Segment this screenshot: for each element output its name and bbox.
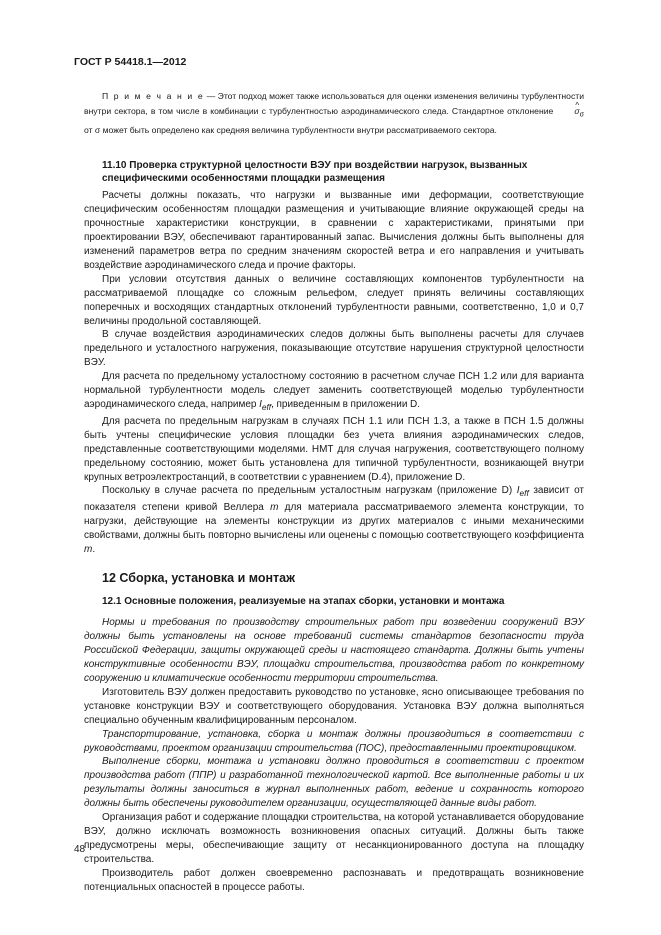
- symbol-i-eff-2: I: [516, 485, 520, 497]
- paragraph-12-1-3: Транспортирование, установка, сборка и монтаж должны производиться в соответствии с руководствами, проектом организации строительства (ПОС), предоставленными проектировщиком.: [84, 728, 584, 754]
- paragraph-12-1-1: Нормы и требования по производству строительных работ при возведении сооружений ВЭУ должны быть установлены на основе требований системы стандартов безопасности труда Российской Федерации, защиты окружающей среды и настоящего стандарта. Должны быть учтены конструктивные особенности ВЭУ, площадки строительства, производства работ по конкретному сооружению и климатические особенности территории строительства.: [84, 617, 584, 685]
- note-text-2: от σ может быть определено как средняя величина турбулентности внутри рассматриваемого сектора.: [84, 125, 497, 136]
- page-content: [84, 89, 584, 895]
- page-number: 48: [74, 844, 86, 855]
- symbol-m: m: [270, 502, 279, 514]
- paragraph-11-10-6-text-a: Поскольку в случае расчета по предельным усталостным нагрузкам (приложение D): [102, 485, 517, 497]
- paragraph-11-10-1: Расчеты должны показать, что нагрузки и вызванные ими деформации, соответствующие специфическим особенностям площадки размещения и учитывающие влияние окружающей среды на прочностные характеристики конструкции, в сравнении с характеристиками, принятыми при проектировании ВЭУ, обеспечивают гарантированный запас. Вычисления должны быть выполнены для изменений параметров ветра по средним значениям скоростей ветра и его направления и учитывать воздействие аэродинамического следа и прочие факторы.: [84, 190, 584, 271]
- note-label: П р и м е ч а н и е: [102, 91, 205, 101]
- symbol-i-eff: I: [259, 399, 262, 411]
- paragraph-11-10-6-text-b: зависит от показателя степени кривой Веллера: [84, 485, 584, 514]
- paragraph-11-10-6-text-d: .: [92, 544, 96, 556]
- section-12-heading: 12 Сборка, установка и монтаж: [102, 570, 295, 585]
- paragraph-11-10-4: [84, 370, 584, 415]
- paragraph-11-10-6: [84, 484, 584, 557]
- paragraph-12-1-2: Изготовитель ВЭУ должен предоставить руководство по установке, ясно описывающее требования по установке конструкции ВЭУ и соответствующего оборудования. Установка ВЭУ должна выполняться специально обученным квалифицированным персоналом.: [84, 686, 584, 726]
- symbol-m-2: m: [84, 544, 93, 556]
- subscript-eff: eff: [261, 402, 272, 413]
- subscript-eff-2: eff: [519, 488, 529, 499]
- paragraph-12-1-6: Производитель работ должен своевременно распознавать и предотвращать возникновение потенциальных опасностей в процессе работы.: [84, 867, 584, 893]
- paragraph-11-10-3: В случае воздействия аэродинамических следов должны быть выполнены расчеты для случаев предельного и усталостного нагружения, показывающие отсутствие нарушения структурной целостности ВЭУ.: [84, 329, 584, 369]
- paragraph-11-10-2: При условии отсутствия данных о величине составляющих компонентов турбулентности на рассматриваемой площадке со сложным рельефом, следует принять величины составляющих поперечных и восходящих стандартных отклонений турбулентности равными, соответственно, 1,0 и 0,7 величины продольной составляющей.: [84, 273, 584, 327]
- note-paragraph: [84, 89, 584, 139]
- paragraph-11-10-4-text-b: , приведенным в приложении D.: [271, 399, 421, 411]
- section-12-1-heading: 12.1 Основные положения, реализуемые на этапах сборки, установки и монтажа: [102, 595, 505, 607]
- paragraph-11-10-4-text-a: Для расчета по предельному усталостному состоянию в расчетном случае ПСН 1.2 или для варианта нормальной турбулентности модель следует заменить соответствующей моделью турбулентности аэродинамического следа, например: [84, 371, 584, 411]
- paragraph-12-1-5: Организация работ и содержание площадки строительства, на которой устанавливается оборудование ВЭУ, должно исключать возможность возникновения опасных ситуаций. Должны быть также предусмотрены меры, обеспечивающие защиту от несанкционированного доступа на площадку строительства.: [84, 812, 584, 865]
- sigma-hat-symbol: ^ σ: [556, 104, 579, 119]
- paragraph-11-10-6-text-c: для материала рассматриваемого элемента конструкции, то нагрузки, действующие на элементы конструкции из других материалов с иными механическими свойствами, должны быть повторно вычислены или оценены с помощью соответствующего коэффициента: [84, 502, 584, 542]
- paragraph-11-10-5: Для расчета по предельным нагрузкам в случаях ПСН 1.1 или ПСН 1.3, а также в ПСН 1.5 должны быть учтены специфические условия площадки без учета влияния аэродинамических следов, представленные соответствующими моделями. НМТ для случая нагружения, соответствующего полному предельному состоянию, может быть установлена для типичной турбулентности, возникающей внутри крупных ветроэлектростанций, в соответствии с уравнением (D.4), приложение D.: [84, 415, 584, 483]
- section-11-10-heading: 11.10 Проверка структурной целостности ВЭУ при воздействии нагрузок, вызванных специфическими особенностями площадки размещения: [102, 159, 528, 185]
- note-text-1: — Этот подход может также использоваться для оценки изменения величины турбулентности внутри сектора, в том числе в комбинации с турбулентностью аэродинамического следа. Стандартное отклонение: [84, 91, 584, 117]
- document-code: ГОСТ Р 54418.1—2012: [74, 56, 187, 68]
- paragraph-12-1-4: Выполнение сборки, монтажа и установки должно проводиться в соответствии с проектом производства работ (ППР) и разработанной технологической картой. Все выполненные работы и их результаты должны заноситься в журнал выполненных работ, ведение и сохранность которого должны быть обеспечены руководителем организации, осуществляющей данные виды работ.: [84, 756, 584, 810]
- sigma-subscript: σ: [579, 111, 584, 120]
